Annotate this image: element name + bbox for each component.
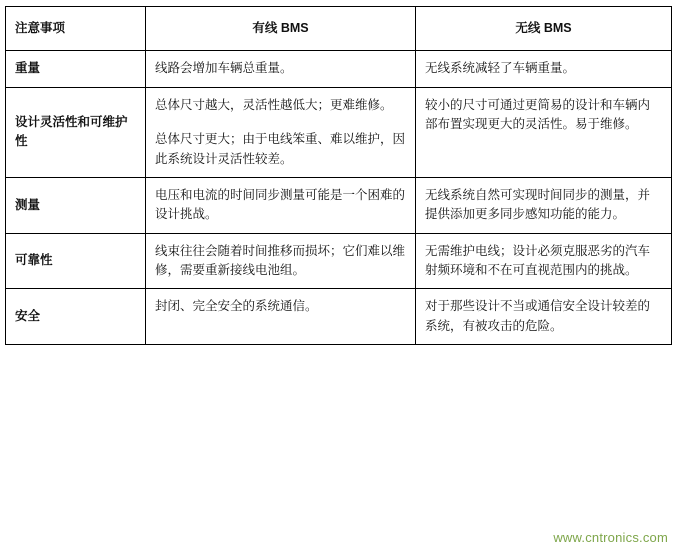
cell-wireless-weight (416, 51, 672, 87)
cell-wireless-reliability (416, 233, 672, 289)
table-row (6, 177, 672, 233)
cell-wired-design-flexibility (146, 87, 416, 177)
cell-paragraph: 总体尺寸更大；由于电线笨重、难以维护，因此系统设计灵活性较差。 (155, 132, 406, 166)
comparison-table (5, 6, 672, 345)
row-label-weight: 重量 (6, 51, 146, 87)
table-header-row (6, 7, 672, 51)
cell-wired-weight (146, 51, 416, 87)
cell-paragraph: 无线系统减轻了车辆重量。 (425, 61, 576, 76)
row-label-reliability: 可靠性 (6, 233, 146, 289)
table-row (6, 233, 672, 289)
cell-wired-reliability (146, 233, 416, 289)
cell-paragraph: 线束往往会随着时间推移而损坏；它们难以维修，需要重新接线电池组。 (155, 243, 406, 277)
cell-paragraph: 对于那些设计不当或通信安全设计较差的系统，有被攻击的危险。 (425, 299, 651, 333)
table-row (6, 289, 672, 345)
column-header-considerations: 注意事项 (6, 7, 146, 51)
cell-paragraph: 封闭、完全安全的系统通信。 (155, 299, 318, 314)
cell-paragraph: 较小的尺寸可通过更简易的设计和车辆内部布置实现更大的灵活性。易于维修。 (425, 97, 651, 132)
document-page (0, 6, 680, 551)
cell-wired-safety (146, 289, 416, 345)
column-header-wireless-bms: 无线 BMS (416, 7, 672, 51)
row-label-measurement: 测量 (6, 177, 146, 233)
cell-paragraph: 无需维护电线；设计必须克服恶劣的汽车射频环境和不在可直视范围内的挑战。 (425, 243, 651, 277)
cell-paragraph: 无线系统自然可实现时间同步的测量，并提供添加更多同步感知功能的能力。 (425, 187, 651, 222)
cell-paragraph: 总体尺寸越大，灵活性越低大；更难维修。 (155, 97, 393, 112)
cell-wired-measurement (146, 177, 416, 233)
cell-wireless-measurement (416, 177, 672, 233)
watermark: www.cntronics.com (553, 530, 668, 545)
row-label-safety: 安全 (6, 289, 146, 345)
cell-paragraph: 电压和电流的时间同步测量可能是一个困难的设计挑战。 (155, 187, 406, 222)
cell-wireless-safety (416, 289, 672, 345)
table-row (6, 87, 672, 177)
row-label-design-flexibility: 设计灵活性和可维护性 (6, 87, 146, 177)
cell-wireless-design-flexibility (416, 87, 672, 177)
cell-paragraph: 线路会增加车辆总重量。 (155, 61, 293, 76)
column-header-wired-bms: 有线 BMS (146, 7, 416, 51)
table-row (6, 51, 672, 87)
